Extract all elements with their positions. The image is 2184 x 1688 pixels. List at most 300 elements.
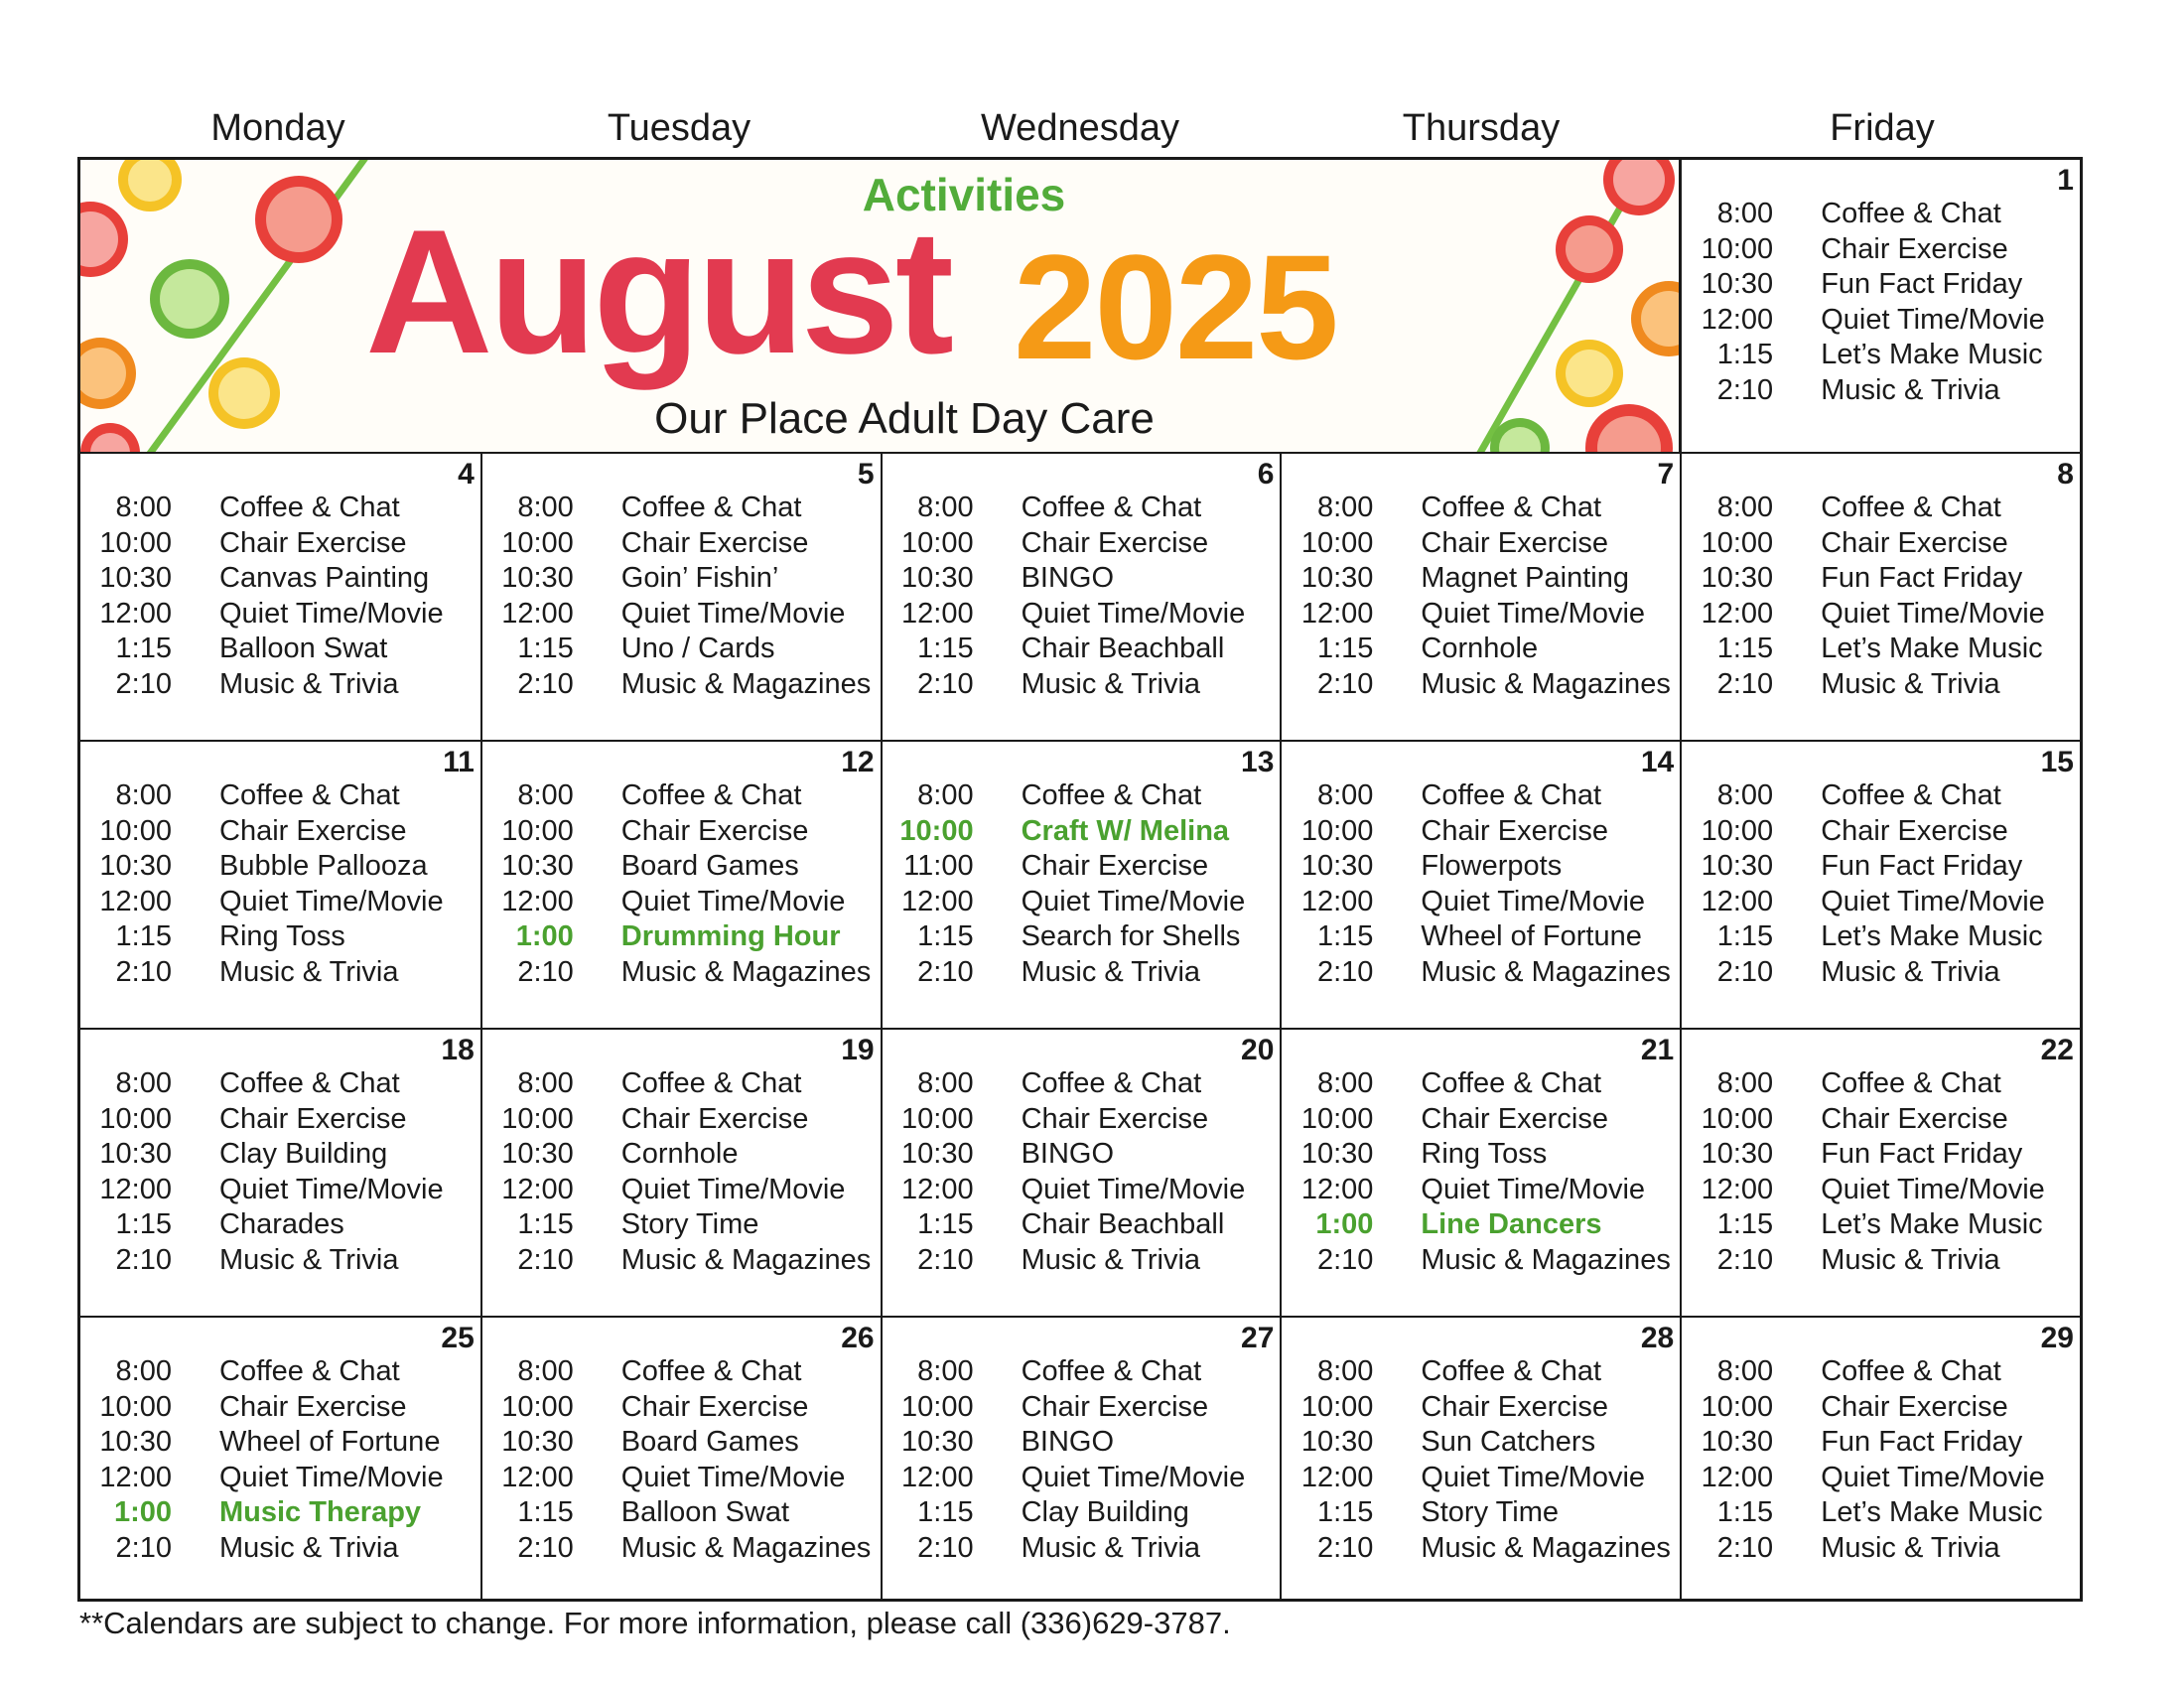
activity-name: Quiet Time/Movie [1421, 1173, 1646, 1205]
activity-name: Music & Trivia [1021, 1531, 1201, 1564]
activity-time: 1:15 [517, 1496, 574, 1528]
activity-list [80, 1355, 480, 1567]
activity-name: Charades [219, 1208, 344, 1240]
activity-entry [482, 1462, 881, 1497]
activity-entry [883, 1391, 1281, 1427]
activity-time: 8:00 [1316, 1067, 1374, 1099]
activity-time: 12:00 [901, 885, 974, 917]
activity-list [1682, 1355, 2080, 1567]
activity-time: 10:30 [501, 562, 574, 594]
activity-name: Quiet Time/Movie [219, 885, 444, 917]
activity-time: 10:30 [1701, 1138, 1774, 1170]
day-cell [1680, 1030, 2080, 1318]
activity-list [80, 492, 480, 703]
activity-time: 2:10 [517, 1243, 574, 1276]
activity-time: 10:00 [1300, 526, 1374, 559]
activity-time: 8:00 [115, 492, 172, 523]
activity-name: Coffee & Chat [1021, 1067, 1202, 1099]
activity-name: Fun Fact Friday [1821, 562, 2023, 594]
activity-name: Sun Catchers [1421, 1426, 1596, 1458]
activity-name: Quiet Time/Movie [1821, 303, 2045, 336]
activity-entry [482, 527, 881, 563]
activity-time: 1:15 [1716, 1496, 1774, 1528]
activity-entry [1682, 268, 2080, 304]
activity-entry [482, 633, 881, 668]
banner-organization: Our Place Adult Day Care [654, 394, 1155, 443]
activity-entry [1682, 1391, 2080, 1427]
activity-time: 2:10 [1716, 955, 1774, 988]
week-row [80, 452, 2080, 742]
activity-entry [1682, 1103, 2080, 1139]
activity-entry [1682, 339, 2080, 374]
activity-entry [1682, 598, 2080, 633]
activity-time: 12:00 [1701, 1461, 1774, 1493]
activity-time: 2:10 [517, 955, 574, 988]
activity-time: 2:10 [115, 1243, 172, 1276]
activity-name: Coffee & Chat [620, 492, 802, 523]
activity-entry-special [1282, 1208, 1680, 1244]
date-number: 18 [441, 1034, 475, 1066]
activity-list [482, 1067, 881, 1279]
activity-name: Let’s Make Music [1821, 1496, 2043, 1528]
activity-time: 10:00 [899, 814, 974, 847]
date-number: 5 [857, 458, 875, 491]
activity-entry-special [883, 815, 1281, 851]
activity-name: Story Time [620, 1208, 759, 1240]
activity-name: Music & Trivia [1821, 955, 2000, 988]
activity-list [482, 779, 881, 991]
activity-name: Wheel of Fortune [1421, 920, 1642, 952]
date-number: 21 [1640, 1034, 1675, 1066]
day-cell [1280, 454, 1680, 742]
activity-name: Quiet Time/Movie [620, 885, 846, 917]
day-cell [1680, 160, 2080, 452]
activity-time: 8:00 [1716, 779, 1774, 811]
activity-name: Quiet Time/Movie [1421, 1461, 1646, 1493]
date-number: 1 [2057, 164, 2074, 197]
week-row [80, 1316, 2080, 1601]
activity-name: Line Dancers [1421, 1208, 1602, 1240]
activity-time: 2:10 [1316, 1243, 1374, 1276]
activity-entry [482, 668, 881, 704]
activity-name: BINGO [1021, 1426, 1115, 1458]
activity-time: 1:15 [115, 1208, 172, 1240]
activity-time: 10:30 [99, 1138, 172, 1170]
activity-entry [1682, 1426, 2080, 1462]
activity-time: 2:10 [517, 1531, 574, 1564]
activity-entry [1282, 1174, 1680, 1209]
day-cell [80, 1318, 480, 1601]
activity-entry [883, 779, 1281, 815]
activity-name: Coffee & Chat [1021, 1355, 1202, 1387]
day-cell [1280, 742, 1680, 1030]
activity-entry [883, 920, 1281, 956]
date-number: 14 [1640, 746, 1675, 778]
activity-time: 10:00 [99, 1102, 172, 1135]
activity-entry [482, 1391, 881, 1427]
activity-entry [1682, 374, 2080, 410]
activity-time: 12:00 [1300, 1173, 1374, 1205]
activity-name: Music & Trivia [219, 955, 399, 988]
activity-entry [883, 1174, 1281, 1209]
activity-name: Chair Beachball [1021, 633, 1225, 664]
activity-entry [80, 492, 480, 527]
activity-time: 12:00 [501, 1461, 574, 1493]
activity-name: Quiet Time/Movie [1021, 597, 1246, 630]
activity-name: Music & Trivia [1021, 1243, 1201, 1276]
activity-entry [80, 886, 480, 921]
activity-time: 2:10 [917, 1531, 974, 1564]
activity-entry [80, 1103, 480, 1139]
activity-time: 12:00 [1701, 597, 1774, 630]
weekday-friday: Friday [1830, 107, 1935, 149]
date-number: 15 [2040, 746, 2074, 778]
activity-name: Magnet Painting [1421, 562, 1629, 594]
activity-time: 12:00 [1300, 597, 1374, 630]
date-number: 4 [458, 458, 475, 491]
activity-entry [883, 1208, 1281, 1244]
activity-entry [482, 1496, 881, 1532]
activity-name: Coffee & Chat [219, 779, 400, 811]
activity-name: Music & Trivia [219, 667, 399, 700]
date-number: 7 [1657, 458, 1675, 491]
activity-time: 12:00 [99, 1461, 172, 1493]
activity-name: Chair Exercise [1821, 526, 2008, 559]
activity-name: Chair Beachball [1021, 1208, 1225, 1240]
activity-time: 10:00 [1701, 814, 1774, 847]
activity-time: 8:00 [517, 1067, 574, 1099]
activity-entry [883, 1067, 1281, 1103]
activity-time: 10:30 [501, 850, 574, 882]
activity-entry [1682, 198, 2080, 233]
activity-time: 10:00 [501, 814, 574, 847]
activity-entry [1682, 633, 2080, 668]
activity-name: Music & Trivia [1821, 1531, 2000, 1564]
activity-time: 10:30 [901, 1138, 974, 1170]
activity-name: Drumming Hour [620, 920, 841, 952]
activity-time: 10:30 [901, 1426, 974, 1458]
activity-name: Coffee & Chat [1821, 492, 2001, 523]
day-cell [881, 742, 1281, 1030]
activity-entry [883, 1496, 1281, 1532]
activity-entry [482, 1174, 881, 1209]
activity-entry [1682, 233, 2080, 269]
activity-name: Chair Exercise [620, 1390, 809, 1423]
activity-name: Craft W/ Melina [1021, 814, 1230, 847]
activity-time: 2:10 [115, 955, 172, 988]
activity-name: Music & Trivia [219, 1243, 399, 1276]
activity-time: 2:10 [115, 1531, 172, 1564]
activity-time: 8:00 [115, 779, 172, 811]
activity-name: Story Time [1421, 1496, 1559, 1528]
activity-time: 10:30 [1701, 850, 1774, 882]
weekday-tuesday: Tuesday [607, 107, 751, 149]
activity-entry [80, 1355, 480, 1391]
activity-entry [482, 562, 881, 598]
activity-name: Chair Exercise [1821, 1390, 2008, 1423]
activity-name: Clay Building [219, 1138, 388, 1170]
footnote: **Calendars are subject to change. For more information, please call (336)629-3787. [79, 1606, 1231, 1640]
activity-name: Quiet Time/Movie [219, 1461, 444, 1493]
activity-name: BINGO [1021, 1138, 1115, 1170]
activity-time: 8:00 [1716, 1067, 1774, 1099]
activity-time: 8:00 [917, 1067, 974, 1099]
activity-entry [883, 956, 1281, 992]
activity-entry [883, 1138, 1281, 1174]
activity-entry [1682, 668, 2080, 704]
activity-name: Music & Trivia [1821, 373, 2000, 406]
activity-name: Let’s Make Music [1821, 920, 2043, 952]
activity-name: Cornhole [1421, 633, 1539, 664]
activity-entry [1282, 815, 1680, 851]
activity-time: 8:00 [1716, 198, 1774, 229]
activity-entry [1282, 1244, 1680, 1280]
activity-name: Coffee & Chat [1421, 1067, 1602, 1099]
activity-name: Let’s Make Music [1821, 339, 2043, 370]
activity-name: Chair Exercise [219, 526, 407, 559]
activity-time: 8:00 [1716, 492, 1774, 523]
day-cell [80, 1030, 480, 1318]
activity-name: Chair Exercise [1421, 814, 1608, 847]
activity-entry [482, 1208, 881, 1244]
activity-time: 2:10 [1716, 1243, 1774, 1276]
activity-entry [1282, 668, 1680, 704]
activity-time: 12:00 [99, 1173, 172, 1205]
day-cell [480, 742, 881, 1030]
activity-list [482, 1355, 881, 1567]
activity-name: Chair Exercise [620, 814, 809, 847]
activity-time: 12:00 [1701, 1173, 1774, 1205]
date-number: 8 [2057, 458, 2074, 491]
activity-time: 10:00 [901, 1390, 974, 1423]
activity-time: 1:15 [1716, 920, 1774, 952]
activity-entry [80, 1174, 480, 1209]
activity-entry [482, 1067, 881, 1103]
activity-list [1682, 492, 2080, 703]
activity-time: 10:30 [99, 1426, 172, 1458]
date-number: 28 [1640, 1322, 1675, 1354]
activity-entry [1682, 492, 2080, 527]
activity-time: 2:10 [517, 667, 574, 700]
activity-name: Quiet Time/Movie [1821, 1461, 2045, 1493]
activity-entry [482, 779, 881, 815]
activity-name: Let’s Make Music [1821, 633, 2043, 664]
activity-entry [1682, 1355, 2080, 1391]
activity-name: Board Games [620, 850, 799, 882]
activity-time: 12:00 [1701, 303, 1774, 336]
activity-time: 10:00 [1300, 1390, 1374, 1423]
activity-name: Quiet Time/Movie [1021, 1173, 1246, 1205]
activity-name: Coffee & Chat [1821, 1355, 2001, 1387]
activity-entry [482, 850, 881, 886]
activity-time: 1:15 [517, 633, 574, 664]
activity-entry [1282, 598, 1680, 633]
activity-entry [1682, 1532, 2080, 1568]
activity-entry [482, 815, 881, 851]
activity-time: 2:10 [1716, 667, 1774, 700]
activity-name: Coffee & Chat [1821, 779, 2001, 811]
activity-entry [883, 1462, 1281, 1497]
activity-entry [1682, 304, 2080, 340]
activity-time: 8:00 [115, 1067, 172, 1099]
activity-time: 1:15 [517, 1208, 574, 1240]
activity-name: Music & Magazines [620, 1531, 872, 1564]
activity-entry [1682, 886, 2080, 921]
activity-entry [80, 920, 480, 956]
activity-entry [1682, 920, 2080, 956]
day-cell [1680, 1318, 2080, 1601]
activity-name: Quiet Time/Movie [620, 597, 846, 630]
activity-time: 10:00 [99, 526, 172, 559]
activity-time: 10:00 [1701, 526, 1774, 559]
activity-time: 10:00 [901, 1102, 974, 1135]
activity-entry [883, 633, 1281, 668]
activity-time: 8:00 [1316, 779, 1374, 811]
activity-name: Music & Trivia [1821, 1243, 2000, 1276]
activity-time: 12:00 [501, 1173, 574, 1205]
activity-name: Quiet Time/Movie [1021, 885, 1246, 917]
activity-list [80, 779, 480, 991]
activity-name: Chair Exercise [1821, 1102, 2008, 1135]
activity-time: 10:00 [501, 526, 574, 559]
activity-name: Music Therapy [219, 1496, 422, 1528]
activity-entry-special [482, 920, 881, 956]
activity-name: Balloon Swat [219, 633, 388, 664]
date-number: 19 [841, 1034, 875, 1066]
activity-name: Coffee & Chat [1021, 492, 1202, 523]
activity-name: Clay Building [1021, 1496, 1189, 1528]
activity-name: Coffee & Chat [1021, 779, 1202, 811]
activity-time: 10:30 [1701, 562, 1774, 594]
activity-list [482, 492, 881, 703]
activity-entry [1682, 562, 2080, 598]
week-row [80, 740, 2080, 1030]
activity-entry [1682, 1496, 2080, 1532]
activity-time: 10:00 [501, 1390, 574, 1423]
activity-time: 10:30 [1300, 850, 1374, 882]
day-cell [1280, 1030, 1680, 1318]
activity-time: 1:15 [917, 1496, 974, 1528]
activity-entry-special [80, 1496, 480, 1532]
activity-time: 10:00 [1300, 1102, 1374, 1135]
activity-name: Chair Exercise [1421, 1390, 1608, 1423]
activity-entry [80, 815, 480, 851]
activity-entry [80, 779, 480, 815]
activity-name: Fun Fact Friday [1821, 268, 2023, 300]
activity-time: 1:15 [917, 633, 974, 664]
activity-name: Coffee & Chat [219, 1355, 400, 1387]
day-cell [80, 742, 480, 1030]
activity-time: 10:30 [99, 850, 172, 882]
activity-time: 12:00 [901, 1173, 974, 1205]
activity-entry [80, 956, 480, 992]
date-number: 22 [2040, 1034, 2074, 1066]
activity-time: 1:00 [1315, 1208, 1374, 1240]
activity-name: Bubble Pallooza [219, 850, 428, 882]
activity-time: 8:00 [1716, 1355, 1774, 1387]
activity-entry [482, 1138, 881, 1174]
activity-time: 12:00 [99, 597, 172, 630]
activity-time: 10:00 [901, 526, 974, 559]
banner-year: 2025 [1014, 223, 1337, 390]
activity-time: 10:00 [1300, 814, 1374, 847]
activity-time: 1:15 [917, 920, 974, 952]
activity-name: Coffee & Chat [620, 1067, 802, 1099]
banner-activities-label: Activities [862, 169, 1066, 220]
activity-entry [883, 1426, 1281, 1462]
activity-name: Quiet Time/Movie [620, 1173, 846, 1205]
weekday-monday: Monday [210, 107, 345, 149]
activity-entry [1282, 1103, 1680, 1139]
activity-entry [1682, 779, 2080, 815]
activity-name: Flowerpots [1421, 850, 1563, 882]
activity-entry [1282, 1426, 1680, 1462]
activity-name: Board Games [620, 1426, 799, 1458]
activity-time: 10:00 [99, 1390, 172, 1423]
activity-list [883, 1067, 1281, 1279]
activity-entry [1682, 1174, 2080, 1209]
activity-entry [482, 492, 881, 527]
activity-entry [1682, 1244, 2080, 1280]
activity-entry [1682, 956, 2080, 992]
activity-name: Music & Trivia [1021, 955, 1201, 988]
activity-name: Coffee & Chat [620, 1355, 802, 1387]
activity-time: 10:30 [1300, 1138, 1374, 1170]
activity-entry [1282, 956, 1680, 992]
day-cell [881, 454, 1281, 742]
activity-entry [883, 562, 1281, 598]
activity-name: Chair Exercise [1821, 232, 2008, 265]
activity-entry [80, 850, 480, 886]
activity-time: 8:00 [917, 1355, 974, 1387]
activity-entry [1282, 886, 1680, 921]
activity-entry [80, 668, 480, 704]
activity-time: 1:00 [113, 1496, 172, 1528]
activity-list [1282, 1067, 1680, 1279]
activity-name: Music & Magazines [1421, 1243, 1671, 1276]
activity-time: 10:30 [1300, 562, 1374, 594]
activity-entry [80, 562, 480, 598]
day-cell [480, 454, 881, 742]
activity-name: Coffee & Chat [1421, 492, 1602, 523]
activity-name: Chair Exercise [1421, 526, 1608, 559]
activity-name: Coffee & Chat [1421, 1355, 1602, 1387]
activity-entry [1282, 1067, 1680, 1103]
activity-time: 10:00 [1701, 232, 1774, 265]
activity-time: 1:15 [1316, 920, 1374, 952]
activity-name: Coffee & Chat [1821, 1067, 2001, 1099]
activity-entry [80, 1138, 480, 1174]
activity-time: 2:10 [917, 955, 974, 988]
activity-entry [80, 1426, 480, 1462]
activity-time: 8:00 [1316, 1355, 1374, 1387]
activity-name: Chair Exercise [219, 1102, 407, 1135]
day-cell [80, 454, 480, 742]
activity-name: Chair Exercise [219, 814, 407, 847]
activity-entry [1682, 1138, 2080, 1174]
activity-name: Quiet Time/Movie [219, 597, 444, 630]
activity-time: 12:00 [901, 1461, 974, 1493]
activity-time: 8:00 [917, 779, 974, 811]
activity-entry [1282, 562, 1680, 598]
activity-name: Coffee & Chat [620, 779, 802, 811]
activity-entry [80, 1244, 480, 1280]
activity-entry [1282, 492, 1680, 527]
week-row [80, 160, 2080, 452]
activity-entry [883, 1532, 1281, 1568]
activity-entry [80, 1391, 480, 1427]
activity-time: 10:00 [1701, 1102, 1774, 1135]
